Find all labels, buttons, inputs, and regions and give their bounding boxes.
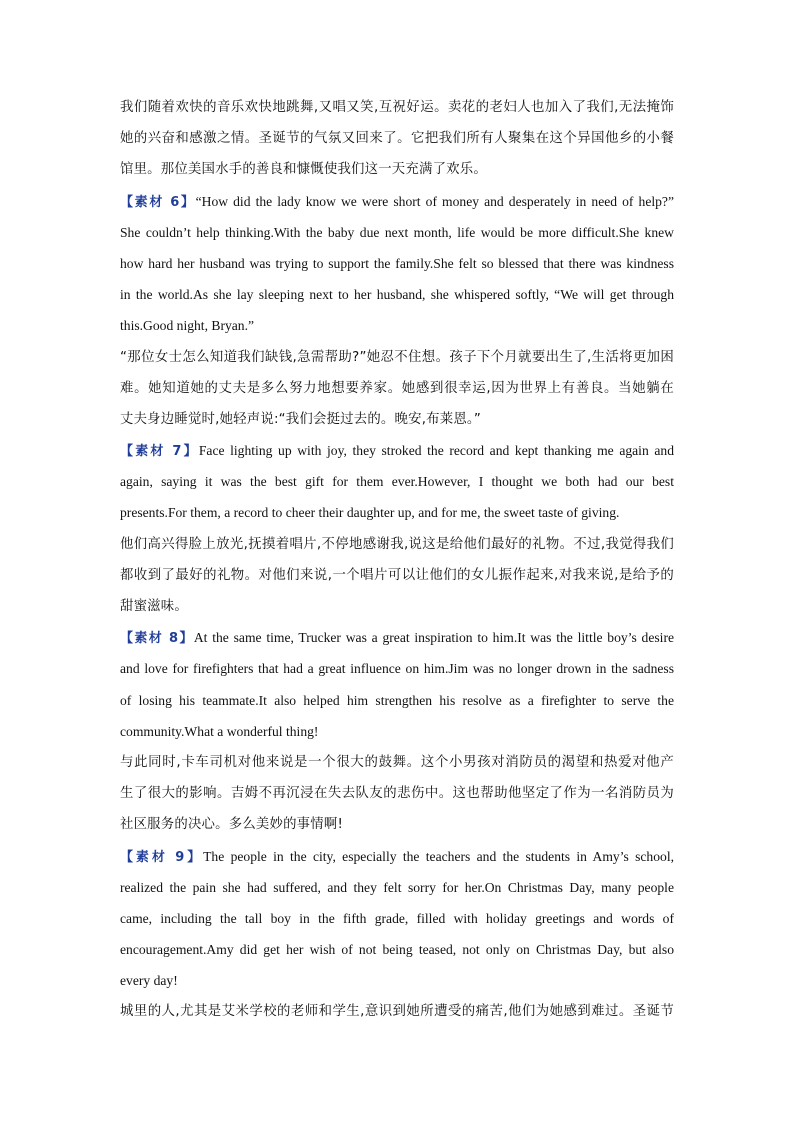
paragraph-line: in the world.As she lay sleeping next to her husband, she whispered softly, “We will get through [120,287,674,303]
paragraph-line: 我们随着欢快的音乐欢快地跳舞,又唱又笑,互祝好运。卖花的老妇人也加入了我们,无法掩饰 [120,100,674,115]
material-text: The people in the city, especially the teachers and the students in Amy’s school, [203,848,674,864]
translation-line: 社区服务的决心。多么美妙的事情啊! [120,817,344,833]
material-heading-line [120,622,674,653]
material-label: 【素材 7】 [120,444,199,460]
paragraph-line: realized the pain she had suffered, and they felt sorry for her.On Christmas Day, many people [120,879,674,895]
translation-line: 生了很大的影响。吉姆不再沉浸在失去队友的悲伤中。这也帮助他坚定了作为一名消防员为 [120,786,674,802]
translation-line: 难。她知道她的丈夫是多么努力地想要养家。她感到很幸运,因为世界上有善良。当她躺在 [120,380,674,396]
paragraph-line: and love for firefighters that had a great influence on him.Jim was no longer drown in the sadness [120,661,674,677]
paragraph-line: again, saying it was the best gift for them ever.However, I thought we both had our best [120,474,674,490]
paragraph-line: 她的兴奋和感激之情。圣诞节的气氛又回来了。它把我们所有人聚集在这个异国他乡的小餐 [120,131,674,147]
material-text: “How did the lady know we were short of money and desperately in need of help?” [195,193,674,209]
material-label: 【素材 6】 [120,194,196,210]
paragraph-line: how hard her husband was trying to support the family.She felt so blessed that there was kindness [120,255,674,271]
paragraph-line: community.What a wonderful thing! [120,723,319,739]
paragraph-line: of losing his teammate.It also helped him strengthen his resolve as a firefighter to serve the [120,692,674,708]
paragraph-line: She couldn’t help thinking.With the baby due next month, life would be more difficult.She knew [120,224,674,240]
material-text: Face lighting up with joy, they stroked the record and kept thanking me again and [198,443,674,459]
material-label: 【素材 8】 [120,631,194,647]
translation-line: 他们高兴得脸上放光,抚摸着唱片,不停地感谢我,说这是给他们最好的礼物。不过,我觉得我们 [120,536,674,552]
material-label: 【素材 9】 [120,849,204,865]
material-heading-line [120,435,674,466]
paragraph-line: presents.For them, a record to cheer their daughter up, and for me, the sweet taste of giving. [120,505,620,521]
paragraph-line: 馆里。那位美国水手的善良和慷慨使我们这一天充满了欢乐。 [120,162,487,178]
document-body [120,92,674,1028]
material-heading-line [120,186,674,217]
translation-line: 城里的人,尤其是艾米学校的老师和学生,意识到她所遭受的痛苦,他们为她感到难过。圣诞节 [120,1004,674,1020]
paragraph-line: every day! [120,973,178,989]
paragraph-line: came, including the tall boy in the fifth grade, filled with holiday greetings and words of [120,910,674,926]
translation-line: 甜蜜滋味。 [120,599,188,614]
paragraph-line: encouragement.Amy did get her wish of not being teased, not only on Christmas Day, but also [120,942,674,958]
translation-line: 丈夫身边睡觉时,她轻声说:“我们会挺过去的。晚安,布莱恩。” [120,411,481,427]
translation-line: 都收到了最好的礼物。对他们来说,一个唱片可以让他们的女儿振作起来,对我来说,是给予的 [120,567,674,583]
material-text: At the same time, Trucker was a great inspiration to him.It was the little boy’s desire [193,630,674,646]
paragraph-line: this.Good night, Bryan.” [120,318,255,334]
material-heading-line [120,841,674,872]
translation-line: 与此同时,卡车司机对他来说是一个很大的鼓舞。这个小男孩对消防员的渴望和热爱对他产 [120,754,674,770]
translation-line: “那位女士怎么知道我们缺钱,急需帮助?”她忍不住想。孩子下个月就要出生了,生活将更加困 [120,349,674,365]
